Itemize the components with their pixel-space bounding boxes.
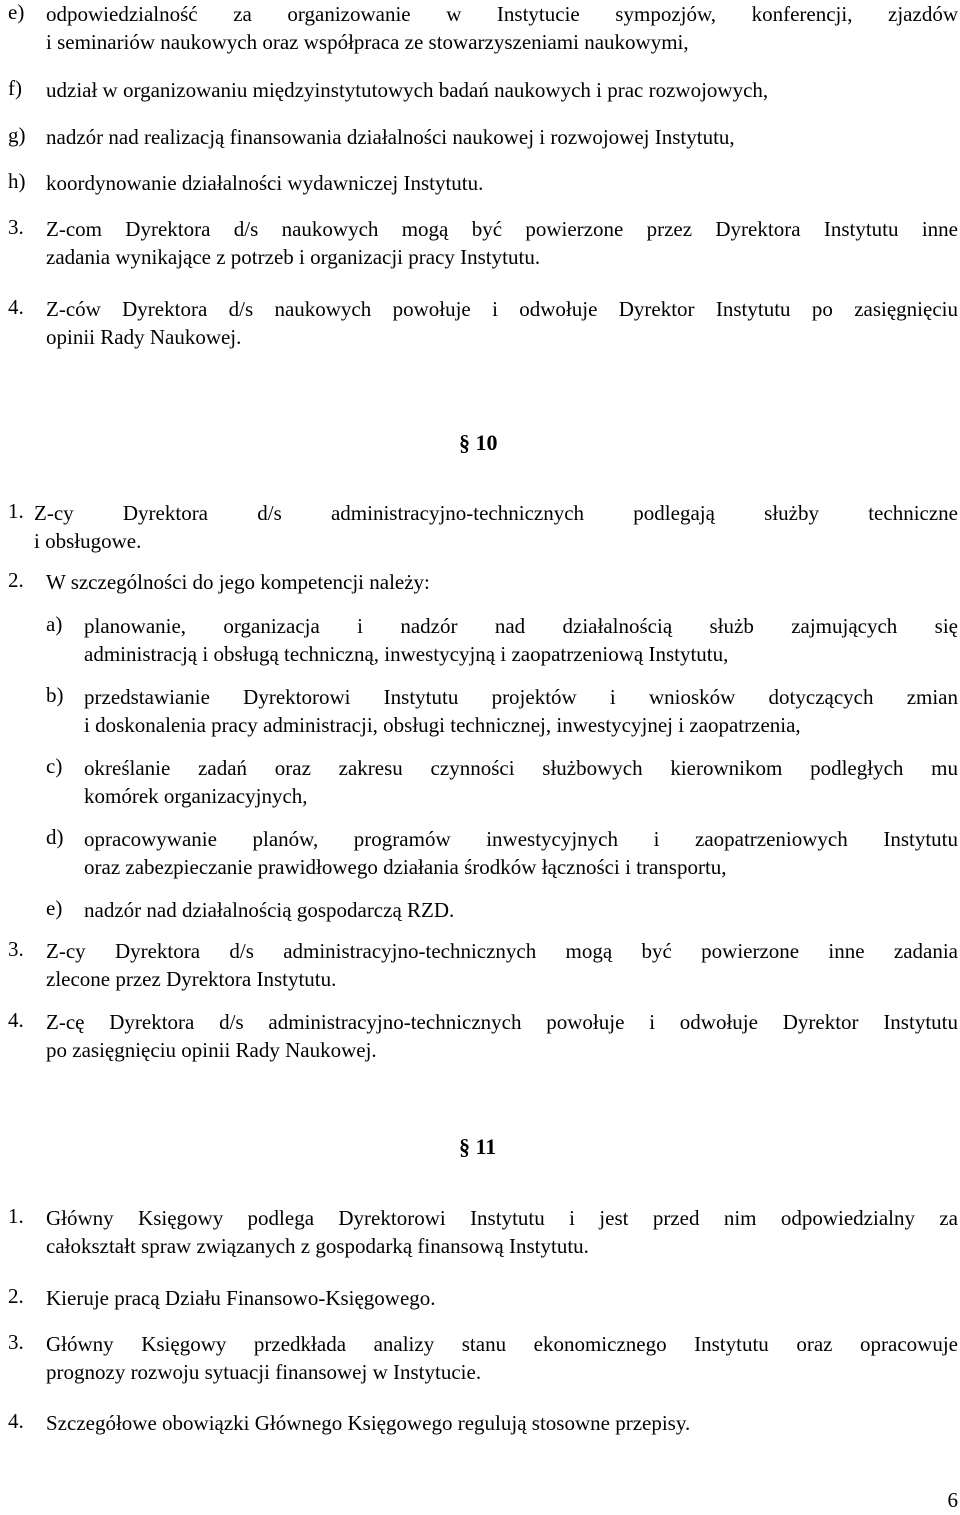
point-text bbox=[46, 568, 958, 596]
item-marker: d) bbox=[46, 825, 64, 849]
section-11-point-3 bbox=[8, 1330, 958, 1386]
point-marker: 4. bbox=[8, 295, 24, 319]
section-11-point-4 bbox=[8, 1409, 958, 1437]
section-11-point-2 bbox=[8, 1284, 958, 1312]
point-line: W szczególności do jego kompetencji należy: bbox=[46, 570, 430, 594]
item-marker: g) bbox=[8, 123, 26, 147]
point-line: Szczegółowe obowiązki Głównego Księgowego regulują stosowne przepisy. bbox=[46, 1411, 691, 1435]
item-text bbox=[84, 754, 958, 810]
point-line: prognozy rozwoju sytuacji finansowej w Instytucie. bbox=[46, 1360, 482, 1384]
point-4 bbox=[8, 295, 958, 351]
section-10-point-2 bbox=[8, 568, 958, 596]
item-line: przedstawianie Dyrektorowi Instytutu projektów i wniosków dotyczących zmian bbox=[84, 685, 958, 709]
point-line: Z-cy Dyrektora d/s administracyjno-technicznych mogą być powierzone inne zadania bbox=[46, 939, 958, 963]
section-11-heading: § 11 bbox=[459, 1134, 497, 1159]
item-marker: c) bbox=[46, 754, 63, 778]
point-text bbox=[46, 1409, 958, 1437]
item-line: komórek organizacyjnych, bbox=[84, 784, 308, 808]
point-marker: 1. bbox=[8, 1204, 24, 1228]
item-marker: f) bbox=[8, 76, 22, 100]
section-10-item-c bbox=[46, 754, 958, 810]
point-marker: 2. bbox=[8, 1284, 24, 1308]
point-line: opinii Rady Naukowej. bbox=[46, 325, 242, 349]
section-10-point-1 bbox=[8, 499, 958, 555]
list-item-f bbox=[8, 76, 958, 104]
point-line: i obsługowe. bbox=[34, 529, 142, 553]
point-marker: 3. bbox=[8, 937, 24, 961]
item-text bbox=[46, 76, 958, 104]
item-marker: h) bbox=[8, 169, 26, 193]
point-text bbox=[46, 295, 958, 351]
item-line: oraz zabezpieczanie prawidłowego działania środków łączności i transportu, bbox=[84, 855, 727, 879]
item-text bbox=[84, 683, 958, 739]
item-marker: a) bbox=[46, 612, 63, 636]
list-item-h bbox=[8, 169, 958, 197]
point-marker: 2. bbox=[8, 568, 24, 592]
section-10-point-4 bbox=[8, 1008, 958, 1064]
point-text bbox=[46, 215, 958, 271]
point-line: Główny Księgowy podlega Dyrektorowi Instytutu i jest przed nim odpowiedzialny za bbox=[46, 1206, 958, 1230]
point-text bbox=[46, 1284, 958, 1312]
point-marker: 4. bbox=[8, 1409, 24, 1433]
point-line: po zasięgnięciu opinii Rady Naukowej. bbox=[46, 1038, 377, 1062]
item-line: opracowywanie planów, programów inwestycyjnych i zaopatrzeniowych Instytutu bbox=[84, 827, 958, 851]
item-line: koordynowanie działalności wydawniczej Instytutu. bbox=[46, 171, 484, 195]
point-marker: 3. bbox=[8, 1330, 24, 1354]
point-line: zlecone przez Dyrektora Instytutu. bbox=[46, 967, 337, 991]
point-text bbox=[46, 1204, 958, 1260]
item-line: i seminariów naukowych oraz współpraca ze stowarzyszeniami naukowymi, bbox=[46, 30, 689, 54]
section-10-item-e bbox=[46, 896, 958, 924]
point-text bbox=[34, 499, 958, 555]
page-number: 6 bbox=[947, 1488, 958, 1512]
section-10-heading: § 10 bbox=[459, 430, 498, 455]
section-10-item-b bbox=[46, 683, 958, 739]
item-line: planowanie, organizacja i nadzór nad działalnością służb zajmujących się bbox=[84, 614, 958, 638]
point-marker: 3. bbox=[8, 215, 24, 239]
list-item-e bbox=[8, 0, 958, 56]
item-marker: e) bbox=[8, 0, 25, 24]
item-line: nadzór nad działalnością gospodarczą RZD. bbox=[84, 898, 455, 922]
point-text bbox=[46, 1008, 958, 1064]
point-line: całokształt spraw związanych z gospodarką finansową Instytutu. bbox=[46, 1234, 589, 1258]
section-10-point-3 bbox=[8, 937, 958, 993]
item-text bbox=[46, 0, 958, 56]
item-text bbox=[46, 169, 958, 197]
item-line: i doskonalenia pracy administracji, obsługi technicznej, inwestycyjnej i zaopatrzenia, bbox=[84, 713, 801, 737]
point-text bbox=[46, 1330, 958, 1386]
section-11-point-1 bbox=[8, 1204, 958, 1260]
point-marker: 4. bbox=[8, 1008, 24, 1032]
item-text bbox=[84, 612, 958, 668]
point-3 bbox=[8, 215, 958, 271]
section-10-item-d bbox=[46, 825, 958, 881]
point-line: Z-com Dyrektora d/s naukowych mogą być powierzone przez Dyrektora Instytutu inne bbox=[46, 217, 958, 241]
point-line: Z-cy Dyrektora d/s administracyjno-technicznych podlegają służby techniczne bbox=[34, 501, 958, 525]
item-line: odpowiedzialność za organizowanie w Instytucie sympozjów, konferencji, zjazdów bbox=[46, 2, 958, 26]
point-line: Kieruje pracą Działu Finansowo-Księgowego. bbox=[46, 1286, 436, 1310]
item-marker: e) bbox=[46, 896, 63, 920]
list-item-g bbox=[8, 123, 958, 151]
point-line: Z-cę Dyrektora d/s administracyjno-technicznych powołuje i odwołuje Dyrektor Instytutu bbox=[46, 1010, 958, 1034]
item-line: określanie zadań oraz zakresu czynności służbowych kierownikom podległych mu bbox=[84, 756, 958, 780]
point-line: Z-ców Dyrektora d/s naukowych powołuje i odwołuje Dyrektor Instytutu po zasięgnięciu bbox=[46, 297, 958, 321]
point-marker: 1. bbox=[8, 499, 24, 523]
item-line: administracją i obsługą techniczną, inwestycyjną i zaopatrzeniową Instytutu, bbox=[84, 642, 729, 666]
item-text bbox=[46, 123, 958, 151]
item-line: nadzór nad realizacją finansowania działalności naukowej i rozwojowej Instytutu, bbox=[46, 125, 735, 149]
point-line: zadania wynikające z potrzeb i organizacji pracy Instytutu. bbox=[46, 245, 541, 269]
item-text bbox=[84, 896, 958, 924]
point-text bbox=[46, 937, 958, 993]
point-line: Główny Księgowy przedkłada analizy stanu ekonomicznego Instytutu oraz opracowuje bbox=[46, 1332, 958, 1356]
item-text bbox=[84, 825, 958, 881]
item-marker: b) bbox=[46, 683, 64, 707]
section-10-item-a bbox=[46, 612, 958, 668]
item-line: udział w organizowaniu międzyinstytutowych badań naukowych i prac rozwojowych, bbox=[46, 78, 769, 102]
